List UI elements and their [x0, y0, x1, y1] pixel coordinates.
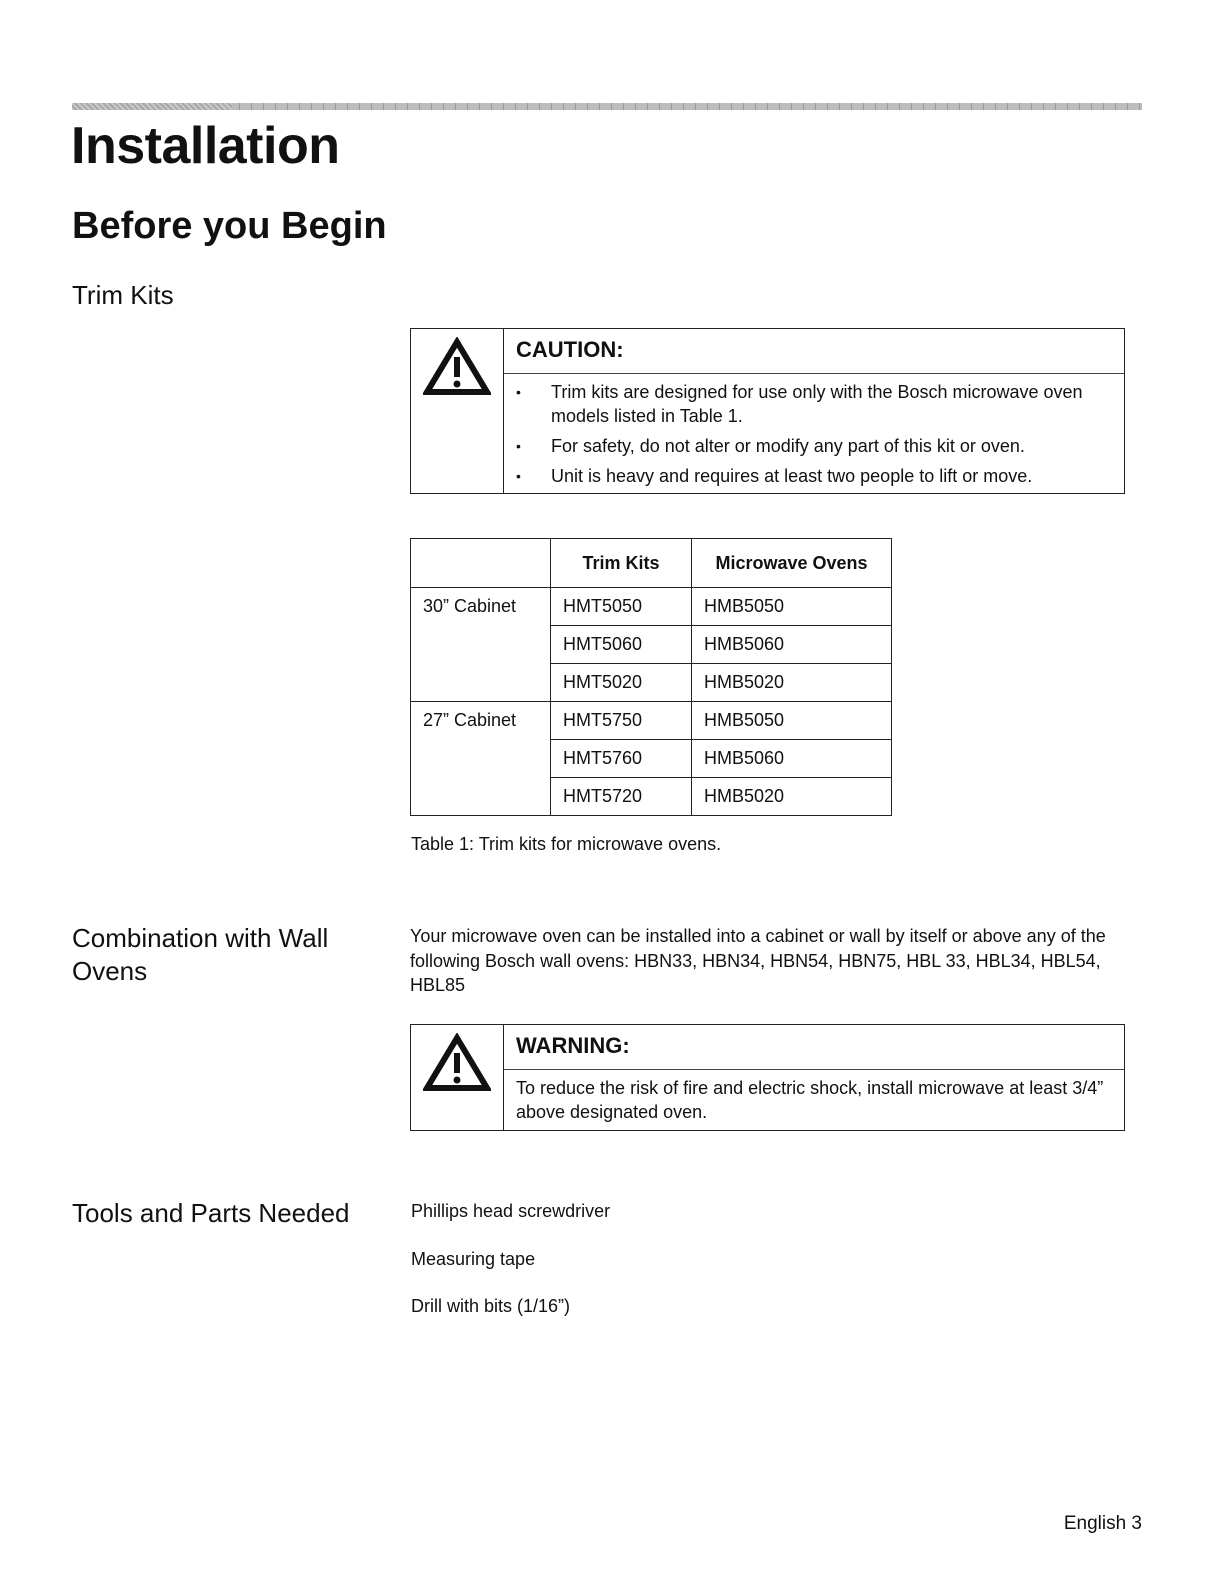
page-title: Installation [71, 117, 340, 175]
caution-item: • Unit is heavy and requires at least two people to lift or move. [504, 464, 1104, 488]
combination-heading: Combination with Wall Ovens [72, 923, 329, 986]
section-title: Before you Begin [72, 205, 387, 247]
warning-label: WARNING: [504, 1025, 1124, 1070]
table-cell: HMB5020 [692, 778, 892, 816]
table-cell: HMT5720 [551, 778, 692, 816]
table-cell: HMB5020 [692, 664, 892, 702]
cabinet-cell: 30” Cabinet [411, 588, 551, 702]
table-cell: HMT5020 [551, 664, 692, 702]
trim-kits-table [410, 538, 892, 816]
table-cell: HMB5060 [692, 740, 892, 778]
tool-item: Phillips head screwdriver [411, 1201, 611, 1221]
tool-item: Measuring tape [411, 1249, 536, 1269]
caution-box [410, 328, 1125, 494]
table-cell: HMT5760 [551, 740, 692, 778]
tool-item: Drill with bits (1/16”) [411, 1296, 571, 1316]
cabinet-cell: 27” Cabinet [411, 702, 551, 816]
warning-box [410, 1024, 1125, 1131]
caution-list [504, 374, 1124, 502]
table-cell: HMT5060 [551, 626, 692, 664]
trim-kits-heading: Trim Kits [72, 280, 174, 310]
warning-text: To reduce the risk of fire and electric shock, install microwave at least 3/4” above designated oven. [516, 1078, 1104, 1122]
caution-item: • For safety, do not alter or modify any part of this kit or oven. [504, 434, 1104, 458]
combination-text: Your microwave oven can be installed into a cabinet or wall by itself or above any of the following Bosch wall ovens: HBN33, HBN34, HBN54, HBN75, HBL 33, HBL34, HBL54, HBL85 [410, 926, 1106, 995]
table-cell: HMB5050 [692, 588, 892, 626]
caution-item: • Trim kits are designed for use only with the Bosch microwave oven models listed in Table 1. [504, 380, 1104, 428]
header-rule [72, 103, 1142, 110]
table-cell: HMT5750 [551, 702, 692, 740]
table-row [411, 588, 892, 626]
table-cell: HMB5060 [692, 626, 892, 664]
table-row [411, 702, 892, 740]
table-cell: HMB5050 [692, 702, 892, 740]
table-cell: HMT5050 [551, 588, 692, 626]
caution-label: CAUTION: [504, 329, 1124, 374]
table-header: Microwave Ovens [692, 539, 892, 588]
table-header: Trim Kits [551, 539, 692, 588]
tools-heading: Tools and Parts Needed [72, 1198, 350, 1228]
table-caption: Table 1: Trim kits for microwave ovens. [411, 834, 722, 854]
table-header-row [411, 539, 892, 588]
warning-triangle-icon [411, 329, 504, 493]
warning-triangle-icon [411, 1025, 504, 1130]
table-header [411, 539, 551, 588]
page-footer: English 3 [1063, 1513, 1142, 1534]
